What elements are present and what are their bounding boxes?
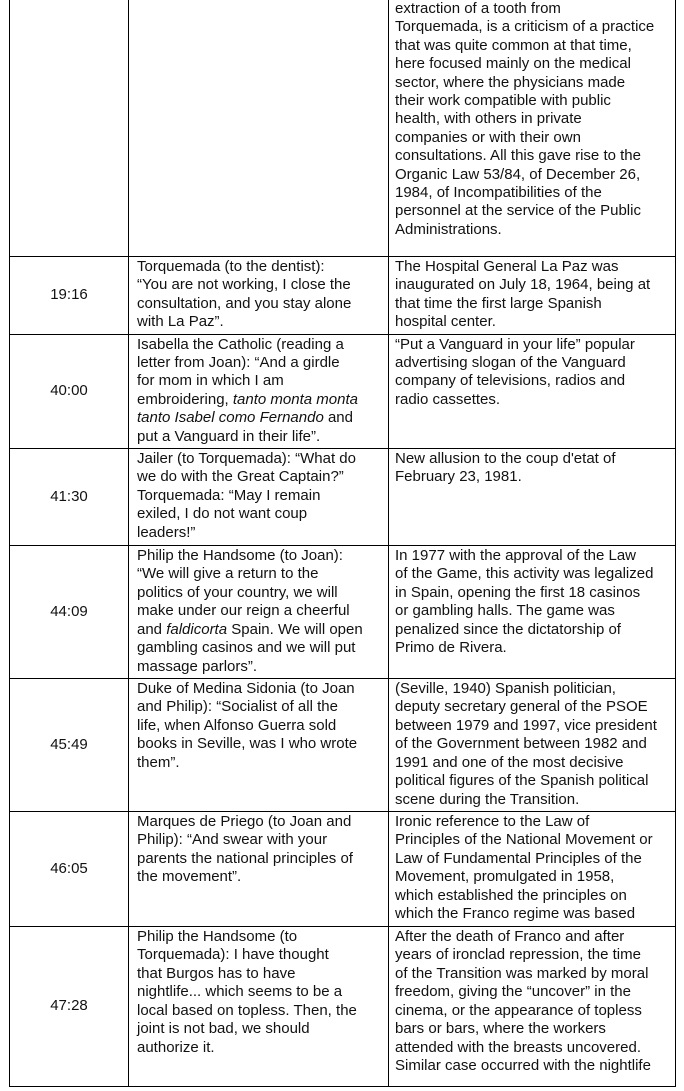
scene-text: and	[137, 620, 163, 638]
note-cell	[389, 257, 676, 335]
scene-line: leaders!”	[137, 523, 196, 541]
note-cell	[389, 812, 676, 927]
scene-line: Jailer (to Torquemada): “What do	[137, 450, 356, 468]
scene-text: and	[327, 409, 353, 427]
scene-line	[137, 409, 382, 427]
scene-line: Philip the Handsome (to Joan):	[137, 547, 343, 565]
scene-line: with La Paz”.	[137, 313, 224, 331]
note-line: freedom, giving the “uncover” in the	[395, 983, 631, 1001]
note-line: company of televisions, radios and	[395, 372, 626, 390]
note-line: The Hospital General La Paz was	[395, 258, 619, 275]
scene-cell	[129, 334, 389, 448]
note-line: political figures of the Spanish political	[395, 772, 649, 790]
note-line: that was quite common at that time,	[395, 36, 632, 54]
scene-cell	[129, 927, 389, 1087]
scene-line: Marques de Priego (to Joan and	[137, 813, 352, 831]
note-line: Ironic reference to the Law of	[395, 813, 590, 831]
scene-cell	[129, 257, 389, 335]
note-line: New allusion to the coup d'etat of	[395, 450, 616, 468]
note-line: consultations. All this gave rise to the	[395, 147, 641, 165]
note-cell	[389, 927, 676, 1087]
timestamp-cell: 45:49	[10, 679, 129, 812]
scene-cell	[129, 812, 389, 927]
note-line: or gambling halls. The game was	[395, 602, 615, 620]
note-cell	[389, 334, 676, 448]
note-line: personnel at the service of the Public	[395, 202, 641, 220]
scene-line: joint is not bad, we should	[137, 1020, 310, 1038]
scene-line: we do with the Great Captain?”	[137, 468, 344, 486]
scene-line: gambling casinos and we will put	[137, 639, 356, 657]
note-line: February 23, 1981.	[395, 468, 522, 486]
scene-text: embroidering,	[137, 390, 229, 408]
scene-line: for mom in which I am	[137, 372, 284, 390]
note-line: (Seville, 1940) Spanish politician,	[395, 680, 616, 698]
scene-line	[137, 391, 382, 409]
table-row	[10, 927, 676, 1087]
table-row	[10, 546, 676, 679]
note-line: that time the first large Spanish	[395, 294, 602, 312]
note-line: 1984, of Incompatibilities of the	[395, 184, 602, 202]
note-cell	[389, 546, 676, 679]
scene-line: life, when Alfonso Guerra sold	[137, 716, 337, 734]
scene-line: exiled, I do not want coup	[137, 505, 308, 523]
scene-line: Torquemada: “May I remain	[137, 486, 321, 504]
scene-line: Torquemada (to the dentist):	[137, 258, 325, 275]
note-line: between 1979 and 1997, vice president	[395, 716, 657, 734]
scene-line: Philip): “And swear with your	[137, 831, 328, 849]
scene-line: local based on topless. Then, the	[137, 1001, 357, 1019]
scene-line: them”.	[137, 753, 180, 771]
note-line: Torquemada, is a criticism of a practice	[395, 18, 655, 36]
note-line: extraction of a tooth from	[395, 0, 561, 17]
scene-cell	[129, 679, 389, 812]
note-line: penalized since the dictatorship of	[395, 620, 621, 638]
scene-line: that Burgos has to have	[137, 964, 296, 982]
note-cell	[389, 449, 676, 546]
note-line: bars or bars, where the workers	[395, 1020, 606, 1038]
note-line: advertising slogan of the Vanguard	[395, 354, 626, 372]
scene-line	[137, 621, 382, 639]
scene-line: parents the national principles of	[137, 849, 353, 867]
note-line: Primo de Rivera.	[395, 639, 507, 657]
note-line: of the Transition was marked by moral	[395, 964, 649, 982]
scene-line: the movement”.	[137, 868, 242, 886]
note-line: health, with others in private	[395, 110, 582, 128]
scene-line: books in Seville, was I who wrote	[137, 735, 358, 753]
scene-cell	[129, 449, 389, 546]
table-row	[10, 812, 676, 927]
note-line: Law of Fundamental Principles of the	[395, 849, 642, 867]
scene-line: “We will give a return to the	[137, 565, 319, 583]
scene-line: letter from Joan): “And a girdle	[137, 354, 340, 372]
scene-line: Philip the Handsome (to	[137, 928, 298, 946]
table-row	[10, 257, 676, 335]
note-line: sector, where the physicians made	[395, 73, 626, 91]
scene-line: authorize it.	[137, 1038, 215, 1056]
note-line: 1991 and one of the most decisive	[395, 753, 624, 771]
scene-line: put a Vanguard in their life”.	[137, 427, 321, 445]
note-cell	[389, 679, 676, 812]
note-line: After the death of Franco and after	[395, 928, 625, 946]
timestamp-cell: 44:09	[10, 546, 129, 679]
italic-word: faldicorta	[166, 620, 228, 638]
note-line: Administrations.	[395, 220, 502, 238]
note-line: Similar case occurred with the nightlife	[395, 1056, 651, 1074]
note-line: hospital center.	[395, 313, 496, 331]
scene-line: Torquemada): I have thought	[137, 946, 329, 964]
scene-line: Duke of Medina Sidonia (to Joan	[137, 680, 355, 698]
table-row	[10, 0, 676, 257]
note-line: inaugurated on July 18, 1964, being at	[395, 276, 651, 294]
note-line: which the Franco regime was based	[395, 905, 636, 923]
note-line: which established the principles on	[395, 886, 627, 904]
scene-line: consultation, and you stay alone	[137, 294, 352, 312]
table-row	[10, 449, 676, 546]
timestamp-cell	[10, 0, 129, 257]
note-line: attended with the breasts uncovered.	[395, 1038, 641, 1056]
italic-phrase: tanto monta monta	[232, 390, 358, 408]
scene-line: massage parlors”.	[137, 657, 258, 675]
timestamp-cell: 46:05	[10, 812, 129, 927]
note-line: cinema, or the appearance of topless	[395, 1001, 642, 1019]
italic-phrase: tanto Isabel como Fernando	[137, 409, 324, 427]
timestamp-cell: 41:30	[10, 449, 129, 546]
note-line: In 1977 with the approval of the Law	[395, 547, 636, 565]
scene-line: and Philip): “Socialist of all the	[137, 698, 338, 716]
note-line: companies or with their own	[395, 128, 581, 146]
scene-line: nightlife... which seems to be a	[137, 983, 343, 1001]
note-line: here focused mainly on the medical	[395, 55, 631, 73]
note-line: their work compatible with public	[395, 92, 611, 110]
timestamp-cell: 40:00	[10, 334, 129, 448]
scene-cell	[129, 546, 389, 679]
note-line: Movement, promulgated in 1958,	[395, 868, 615, 886]
note-line: of the Government between 1982 and	[395, 735, 647, 753]
scene-cell	[129, 0, 389, 257]
timestamp-cell: 19:16	[10, 257, 129, 335]
note-line: Principles of the National Movement or	[395, 831, 653, 849]
scene-line: Isabella the Catholic (reading a	[137, 335, 344, 353]
note-line: years of ironclad repression, the time	[395, 946, 641, 964]
note-line: radio cassettes.	[395, 390, 501, 408]
note-line: deputy secretary general of the PSOE	[395, 698, 648, 716]
table-row	[10, 334, 676, 448]
note-line: scene during the Transition.	[395, 790, 580, 808]
note-line: in Spain, opening the first 18 casinos	[395, 583, 641, 601]
scene-annotation-table	[9, 0, 676, 1087]
note-cell	[389, 0, 676, 257]
note-line: of the Game, this activity was legalized	[395, 565, 654, 583]
scene-line: politics of your country, we will	[137, 583, 338, 601]
timestamp-cell: 47:28	[10, 927, 129, 1087]
table-row	[10, 679, 676, 812]
scene-line: make under our reign a cheerful	[137, 602, 350, 620]
scene-line: “You are not working, I close the	[137, 276, 351, 294]
note-line: Organic Law 53/84, of December 26,	[395, 165, 641, 183]
note-line: “Put a Vanguard in your life” popular	[395, 335, 635, 353]
scene-text: Spain. We will open	[231, 620, 363, 638]
